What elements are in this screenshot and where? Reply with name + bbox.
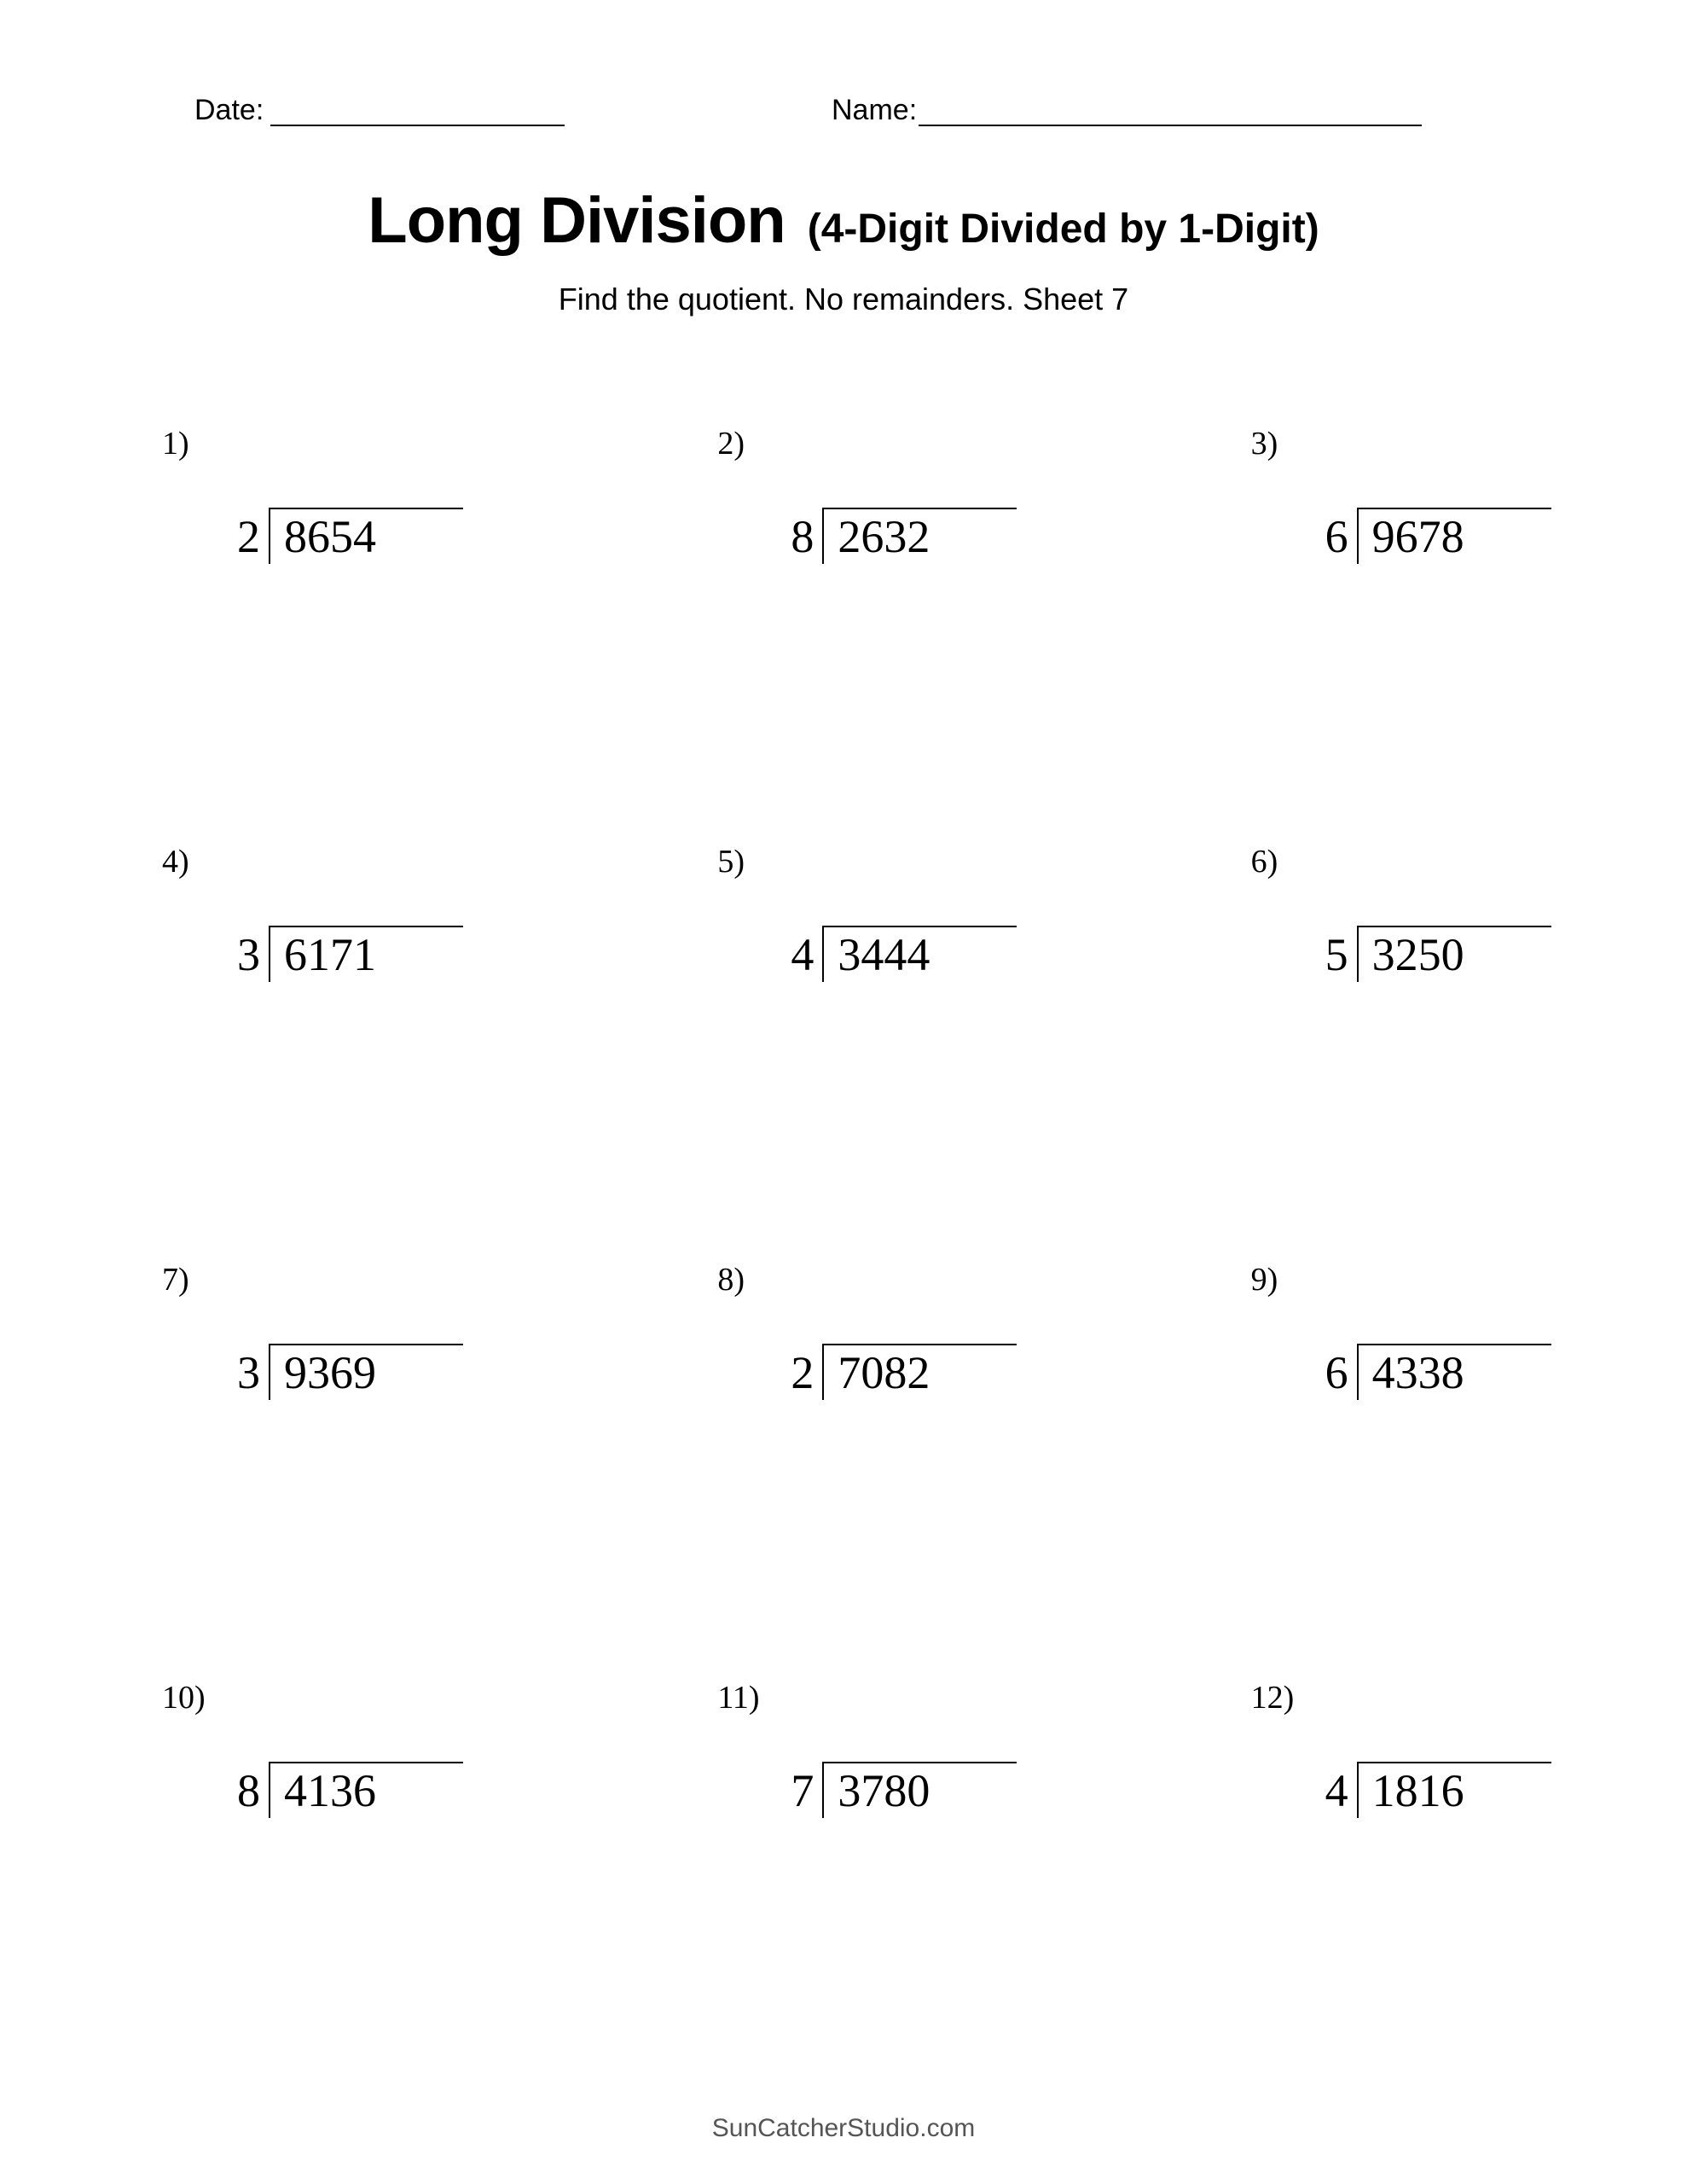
instructions-text: Find the quotient. No remainders. Sheet 7 xyxy=(558,282,1129,317)
long-division-figure xyxy=(1325,508,1551,564)
problem-number: 2) xyxy=(717,426,745,462)
problems-row xyxy=(0,427,1687,845)
problem-number: 10) xyxy=(162,1680,206,1716)
dividend-value: 2632 xyxy=(838,511,930,562)
dividend-value: 9678 xyxy=(1371,511,1464,562)
division-bracket xyxy=(1357,508,1551,564)
divisor-value: 6 xyxy=(1325,511,1348,562)
problem-number: 12) xyxy=(1250,1680,1295,1716)
long-division-figure xyxy=(1325,1344,1551,1400)
problem-number: 4) xyxy=(162,844,189,880)
name-input-line[interactable] xyxy=(919,99,1422,126)
long-division-figure xyxy=(791,926,1017,982)
problem-item xyxy=(1125,1263,1687,1681)
division-bracket xyxy=(822,1762,1017,1818)
divisor-value: 3 xyxy=(237,1347,260,1398)
problem-item xyxy=(1125,1681,1687,2099)
long-division-figure xyxy=(1325,926,1551,982)
division-bracket xyxy=(1357,926,1551,982)
division-bracket xyxy=(269,1762,463,1818)
problems-row xyxy=(0,1263,1687,1681)
long-division-figure xyxy=(237,1762,463,1818)
division-bracket xyxy=(269,1344,463,1400)
divisor-value: 2 xyxy=(237,511,260,562)
date-field-group xyxy=(194,94,565,126)
long-division-figure xyxy=(237,508,463,564)
divisor-value: 2 xyxy=(791,1347,815,1398)
page-title: Long Division xyxy=(368,184,786,257)
dividend-value: 9369 xyxy=(284,1347,376,1398)
dividend-value: 7082 xyxy=(838,1347,930,1398)
name-label: Name: xyxy=(832,94,918,126)
problem-number: 5) xyxy=(717,844,745,880)
divisor-value: 6 xyxy=(1325,1347,1348,1398)
division-bracket xyxy=(822,1344,1017,1400)
problem-item xyxy=(0,845,562,1263)
dividend-value: 3444 xyxy=(838,929,930,980)
problem-number: 11) xyxy=(717,1680,760,1716)
divisor-value: 7 xyxy=(791,1765,815,1816)
problem-item xyxy=(562,427,1124,845)
long-division-figure xyxy=(1325,1762,1551,1818)
worksheet-header xyxy=(0,94,1687,145)
divisor-value: 3 xyxy=(237,929,260,980)
long-division-figure xyxy=(791,508,1017,564)
problem-number: 7) xyxy=(162,1262,189,1298)
date-label: Date: xyxy=(194,94,264,126)
problem-number: 9) xyxy=(1250,1262,1278,1298)
long-division-figure xyxy=(791,1344,1017,1400)
problem-item xyxy=(562,1681,1124,2099)
divisor-value: 8 xyxy=(791,511,815,562)
dividend-value: 6171 xyxy=(284,929,376,980)
problem-number: 8) xyxy=(717,1262,745,1298)
problem-item xyxy=(0,427,562,845)
page-subtitle: (4-Digit Divided by 1-Digit) xyxy=(807,206,1319,252)
division-bracket xyxy=(1357,1762,1551,1818)
dividend-value: 3250 xyxy=(1371,929,1464,980)
name-field-group xyxy=(832,94,1422,126)
problem-item xyxy=(0,1263,562,1681)
division-bracket xyxy=(822,508,1017,564)
dividend-value: 1816 xyxy=(1371,1765,1464,1816)
problem-item xyxy=(562,845,1124,1263)
divisor-value: 8 xyxy=(237,1765,260,1816)
problems-row xyxy=(0,845,1687,1263)
dividend-value: 4338 xyxy=(1371,1347,1464,1398)
problem-number: 3) xyxy=(1250,426,1278,462)
long-division-figure xyxy=(237,1344,463,1400)
divisor-value: 4 xyxy=(1325,1765,1348,1816)
division-bracket xyxy=(1357,1344,1551,1400)
problem-item xyxy=(1125,845,1687,1263)
division-bracket xyxy=(269,508,463,564)
dividend-value: 3780 xyxy=(838,1765,930,1816)
problem-item xyxy=(562,1263,1124,1681)
problem-item xyxy=(1125,427,1687,845)
date-input-line[interactable] xyxy=(270,99,565,126)
divisor-value: 4 xyxy=(791,929,815,980)
problem-number: 1) xyxy=(162,426,189,462)
title-line xyxy=(0,183,1687,258)
footer-credit: SunCatcherStudio.com xyxy=(711,2114,976,2142)
problem-number: 6) xyxy=(1250,844,1278,880)
problems-grid xyxy=(0,427,1687,2099)
long-division-figure xyxy=(791,1762,1017,1818)
division-bracket xyxy=(269,926,463,982)
problems-row xyxy=(0,1681,1687,2099)
title-block xyxy=(0,183,1687,258)
problem-item xyxy=(0,1681,562,2099)
division-bracket xyxy=(822,926,1017,982)
dividend-value: 4136 xyxy=(284,1765,376,1816)
dividend-value: 8654 xyxy=(284,511,376,562)
divisor-value: 5 xyxy=(1325,929,1348,980)
long-division-figure xyxy=(237,926,463,982)
